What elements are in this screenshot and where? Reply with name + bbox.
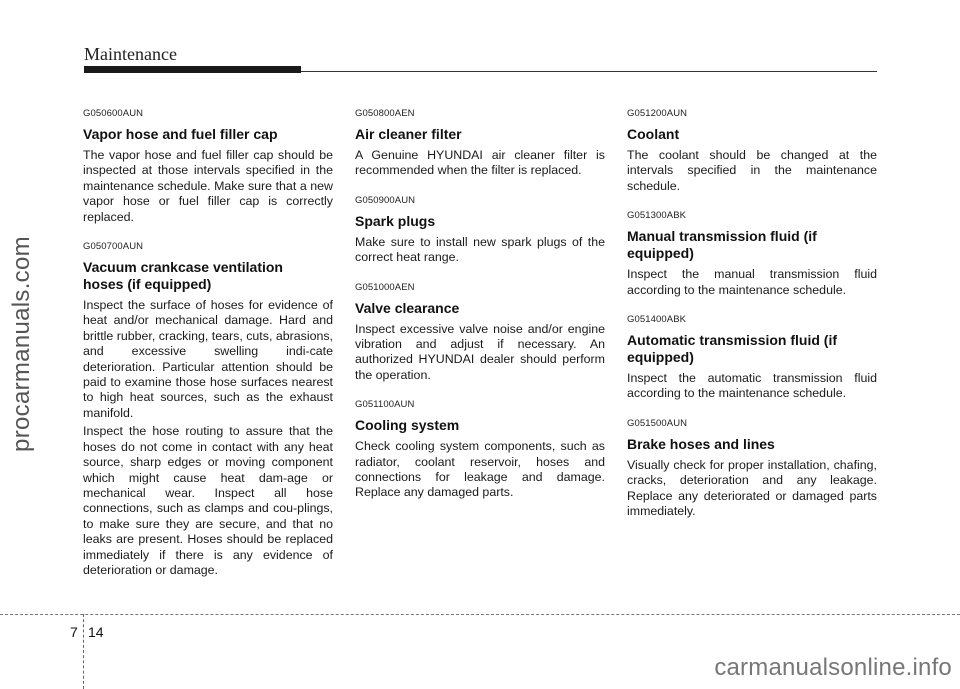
paragraph: A Genuine HYUNDAI air cleaner filter is recommended when the filter is replaced. bbox=[355, 148, 605, 178]
paragraph: Inspect the hose routing to assure that the hoses do not come in contact with any heat source, sharp edges or moving component which might cause heat dam-age or mechanical wear. Inspect all hose connections, such as clamps and cou-plings, to make sure they are secure, and that no leaks are present. Hoses should be replaced immediately if there is any evidence of deterioration or damage. bbox=[83, 424, 333, 577]
column-1 bbox=[83, 108, 333, 594]
side-watermark: procarmanuals.com bbox=[8, 236, 35, 452]
section-valve-clearance bbox=[355, 282, 605, 384]
column-2 bbox=[355, 108, 605, 517]
section-body bbox=[627, 148, 877, 194]
header-rule-accent bbox=[84, 66, 301, 73]
section-automatic-transmission bbox=[627, 314, 877, 402]
section-title: Manual transmission fluid (if equipped) bbox=[627, 228, 817, 262]
section-body bbox=[627, 267, 877, 298]
section-title: Cooling system bbox=[355, 417, 460, 434]
paragraph: Inspect excessive valve noise and/or engine vibration and adjust if necessary. An authorized HYUNDAI dealer should perform the operation. bbox=[355, 321, 605, 382]
paragraph: The vapor hose and fuel filler cap should be inspected at those intervals specified in the maintenance schedule. Make sure that a new vapor hose or fuel filler cap is correctly replaced. bbox=[83, 148, 333, 224]
section-title: Valve clearance bbox=[355, 299, 460, 316]
section-body bbox=[83, 298, 333, 578]
section-vapor-hose bbox=[83, 108, 333, 225]
section-title: Vapor hose and fuel filler cap bbox=[83, 126, 278, 142]
column-3 bbox=[627, 108, 877, 535]
section-coolant bbox=[627, 108, 877, 194]
section-code: G051500AUN bbox=[627, 417, 688, 429]
page-number: 14 bbox=[88, 624, 104, 640]
section-title: Vacuum crankcase ventilation hoses (if equipped) bbox=[83, 259, 283, 293]
section-code: G051300ABK bbox=[627, 210, 687, 222]
section-body bbox=[355, 439, 605, 501]
section-code: G050700AUN bbox=[83, 241, 144, 253]
section-title: Coolant bbox=[627, 126, 680, 142]
chapter-number: 7 bbox=[70, 624, 78, 640]
paragraph: Inspect the automatic transmission fluid according to the maintenance schedule. bbox=[627, 371, 877, 401]
section-brake-hoses bbox=[627, 418, 877, 520]
section-code: G051100AUN bbox=[355, 399, 415, 411]
section-body bbox=[83, 148, 333, 225]
section-body bbox=[627, 458, 877, 520]
bottom-watermark: carmanualsonline.info bbox=[714, 654, 952, 681]
section-air-cleaner bbox=[355, 108, 605, 179]
section-title: Air cleaner filter bbox=[355, 126, 462, 142]
section-vacuum-crankcase bbox=[83, 241, 333, 578]
paragraph: Make sure to install new spark plugs of the correct heat range. bbox=[355, 234, 605, 265]
paragraph: The coolant should be changed at the intervals specified in the maintenance schedule. bbox=[627, 148, 877, 193]
section-code: G051000AEN bbox=[355, 281, 415, 293]
page-header-title: Maintenance bbox=[84, 44, 177, 64]
paragraph: Inspect the manual transmission fluid according to the maintenance schedule. bbox=[627, 267, 877, 297]
footer-divider-vertical bbox=[83, 614, 84, 689]
paragraph: Visually check for proper installation, chafing, cracks, deterioration and any leakage. Replace any deteriorated or damaged parts immediately. bbox=[627, 457, 877, 519]
section-code: G050900AUN bbox=[355, 194, 416, 206]
section-cooling-system bbox=[355, 399, 605, 501]
section-manual-transmission bbox=[627, 210, 877, 298]
section-code: G050600AUN bbox=[83, 108, 144, 119]
section-title: Spark plugs bbox=[355, 212, 436, 229]
paragraph: Inspect the surface of hoses for evidence of heat and/or mechanical damage. Hard and brittle rubber, cracking, tears, cuts, abrasions, and excessive swelling indi-cate deterioration. Particular attention should be paid to examine those hose surfaces nearest to high heat sources, such as the exhaust manifold. bbox=[83, 298, 333, 420]
section-title: Automatic transmission fluid (if equipped) bbox=[627, 332, 838, 366]
section-spark-plugs bbox=[355, 195, 605, 266]
section-title: Brake hoses and lines bbox=[627, 435, 775, 452]
footer-divider-horizontal bbox=[0, 614, 960, 615]
section-code: G051200AUN bbox=[627, 108, 688, 119]
paragraph: Check cooling system components, such as radiator, coolant reservoir, hoses and connections for leakage and damage. Replace any damaged parts. bbox=[355, 439, 605, 500]
section-body bbox=[355, 148, 605, 179]
section-body bbox=[355, 322, 605, 384]
section-body bbox=[627, 371, 877, 402]
section-code: G050800AEN bbox=[355, 108, 415, 119]
section-body bbox=[355, 235, 605, 266]
section-code: G051400ABK bbox=[627, 314, 687, 326]
